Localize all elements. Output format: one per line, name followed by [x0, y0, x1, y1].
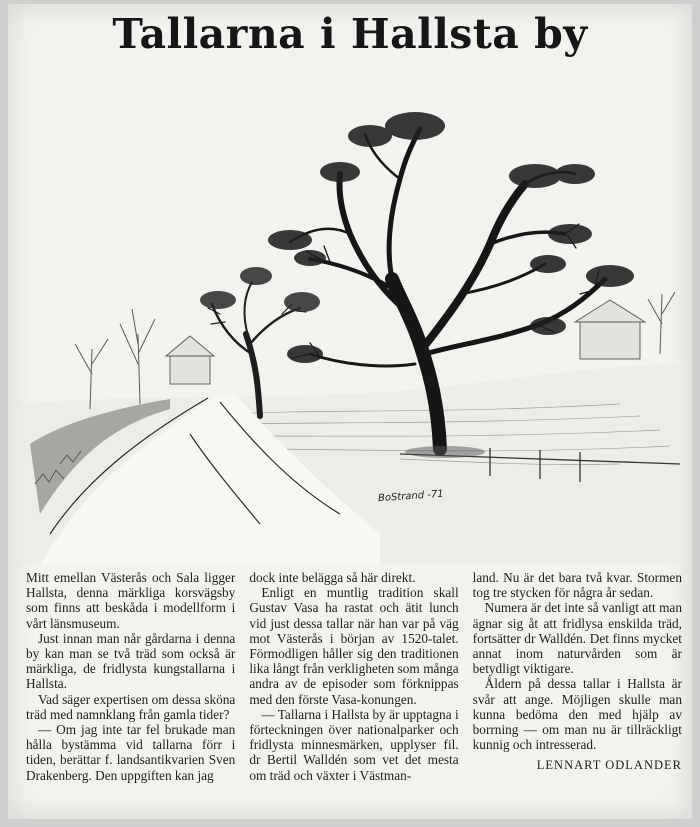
paragraph: Enligt en muntlig tradition skall Gustav Vasa ha rastat och ätit lunch vid just dessa tallar när han var på väg mot Västerås i början av 1520-talet. Förmodligen håller sig den traditionen lika långt från verkligheten som många andra av de episoder som förknippas med den förste Vasa-konungen.	[249, 585, 459, 707]
newspaper-clipping	[8, 4, 692, 819]
column-1	[26, 570, 235, 810]
artist-signature: BoStrand -71	[377, 488, 444, 505]
paragraph: Åldern på dessa tallar i Hallsta är svår att ange. Möjligen skulle man kunna bedöma den med hjälp av borrning — om man nu är tillräckligt kunnig och intresserad.	[472, 676, 682, 753]
article-body	[26, 570, 682, 810]
paragraph: land. Nu är det bara två kvar. Stormen tog tre stycken för några år sedan.	[472, 570, 682, 601]
paragraph: — Tallarna i Hallsta by är upptagna i förteckningen över nationalparker och fridlysta minnesmärken, upplyser fil. dr Bertil Walldén som vet det mesta om träd och växter i Västman-	[249, 706, 459, 783]
paragraph: Just innan man når gårdarna i denna by kan man se två träd som också är märkliga, de fridlysta kungstallarna i Hallsta.	[26, 630, 236, 692]
paragraph: — Om jag inte tar fel brukade man hålla bystämma vid tallarna förr i tiden, berättar f. landsantikvarien Sven Drakenberg. Den uppgiften kan jag	[26, 722, 236, 783]
paragraph: Mitt emellan Västerås och Sala ligger Hallsta, denna märkliga korsvägsby som finns att beskåda i modellform i vårt länsmuseum.	[26, 570, 236, 631]
byline: LENNART ODLANDER	[536, 758, 682, 773]
paragraph: Numera är det inte så vanligt att man ägnar sig åt att fridlysa enskilda träd, fortsätter dr Walldén. Det finns mycket annat inom naturvården som är betydligt viktigare.	[472, 600, 682, 677]
paragraph: Vad säger expertisen om dessa sköna träd med namnklang från gamla tider?	[26, 691, 236, 722]
column-3	[473, 570, 682, 810]
pine-trees-illustration	[20, 64, 684, 564]
column-2	[249, 570, 458, 810]
paragraph: dock inte belägga så här direkt.	[249, 570, 416, 585]
headline: Tallarna i Hallsta by	[112, 10, 588, 58]
